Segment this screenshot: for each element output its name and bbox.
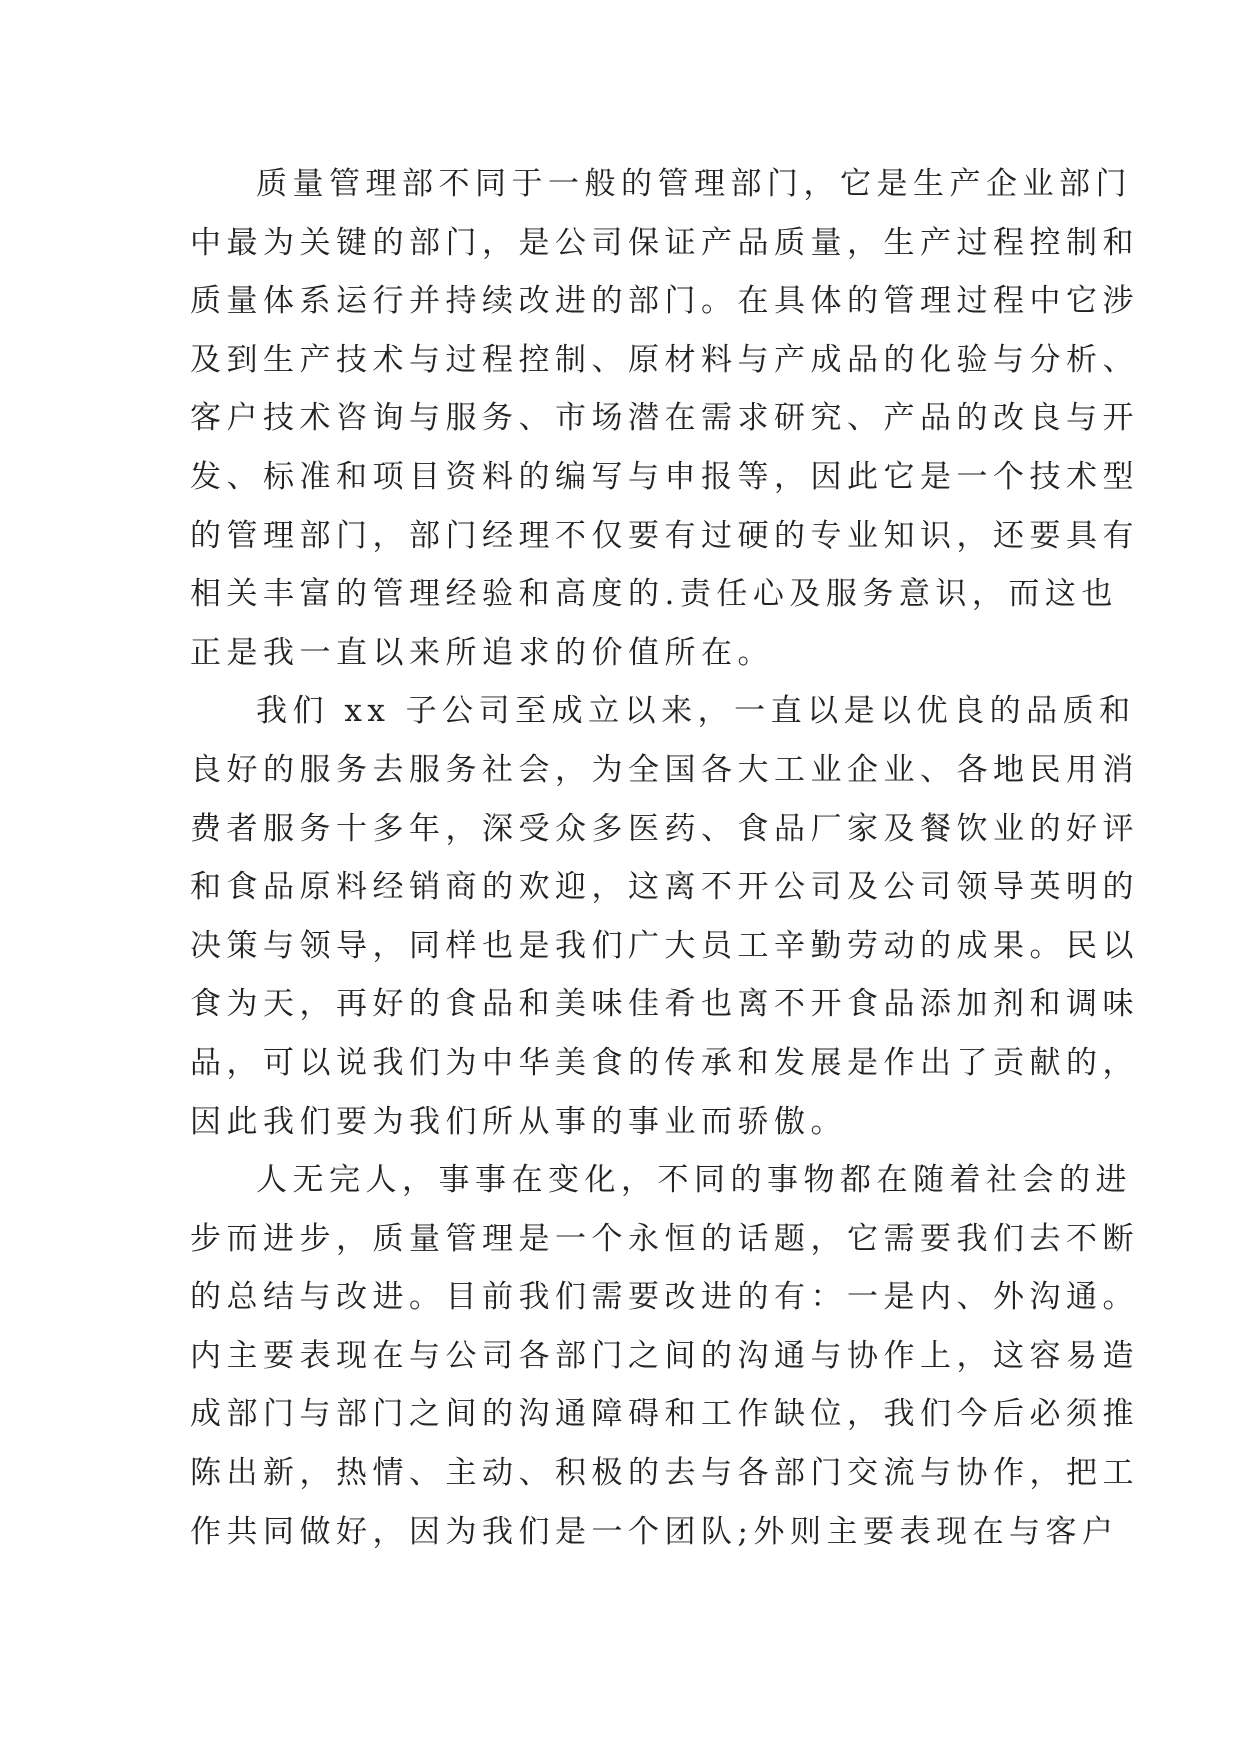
text-line: 质量体系运行并持续改进的部门。在具体的管理过程中它涉 (190, 283, 1139, 320)
text-line: 陈出新，热情、主动、积极的去与各部门交流与协作，把工 (190, 1455, 1139, 1492)
text-line: 作共同做好，因为我们是一个团队;外则主要表现在与客户 (190, 1513, 1119, 1550)
text-line: 人无完人，事事在变化，不同的事物都在随着社会的进 (256, 1162, 1132, 1199)
text-line: 及到生产技术与过程控制、原材料与产成品的化验与分析、 (190, 341, 1139, 378)
text-line: 决策与领导，同样也是我们广大员工辛勤劳动的成果。民以 (190, 927, 1139, 964)
text-line: 良好的服务去服务社会，为全国各大工业企业、各地民用消 (190, 751, 1139, 788)
text-line: 和食品原料经销商的欢迎，这离不开公司及公司领导英明的 (190, 869, 1139, 906)
text-line: 食为天，再好的食品和美味佳肴也离不开食品添加剂和调味 (190, 986, 1139, 1023)
text-line: 步而进步，质量管理是一个永恒的话题，它需要我们去不断 (190, 1220, 1139, 1257)
document-body (190, 155, 1139, 1561)
text-line: 我们 xx 子公司至成立以来，一直以是以优良的品质和 (256, 693, 1136, 730)
text-line: 费者服务十多年，深受众多医药、食品厂家及餐饮业的好评 (190, 810, 1139, 847)
paragraph-1 (190, 155, 1139, 682)
text-line: 发、标准和项目资料的编写与申报等，因此它是一个技术型 (190, 458, 1139, 495)
text-line: 相关丰富的管理经验和高度的.责任心及服务意识，而这也 (190, 576, 1118, 613)
text-line: 的总结与改进。目前我们需要改进的有：一是内、外沟通。 (190, 1279, 1139, 1316)
text-line: 质量管理部不同于一般的管理部门，它是生产企业部门 (256, 166, 1132, 202)
paragraph-3 (190, 1151, 1139, 1561)
paragraph-2 (190, 682, 1139, 1151)
text-line: 的管理部门，部门经理不仅要有过硬的专业知识，还要具有 (190, 517, 1139, 554)
text-line: 内主要表现在与公司各部门之间的沟通与协作上，这容易造 (190, 1337, 1139, 1374)
text-line: 正是我一直以来所追求的价值所在。 (190, 634, 774, 671)
text-line: 客户技术咨询与服务、市场潜在需求研究、产品的改良与开 (190, 400, 1139, 437)
text-line: 因此我们要为我们所从事的事业而骄傲。 (190, 1103, 847, 1140)
text-line: 中最为关键的部门，是公司保证产品质量，生产过程控制和 (190, 224, 1139, 261)
text-line: 成部门与部门之间的沟通障碍和工作缺位，我们今后必须推 (190, 1396, 1139, 1433)
text-line: 品，可以说我们为中华美食的传承和发展是作出了贡献的， (190, 1044, 1139, 1081)
